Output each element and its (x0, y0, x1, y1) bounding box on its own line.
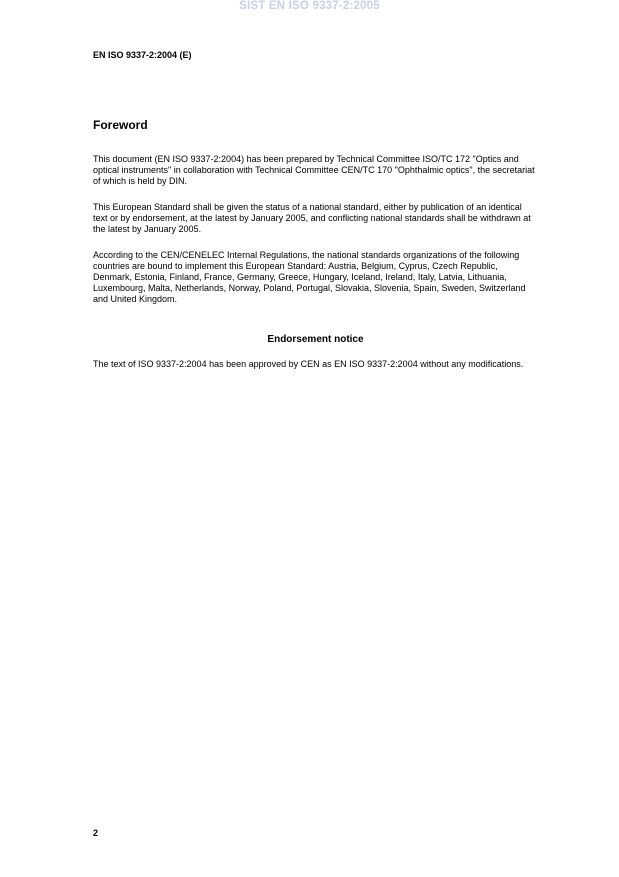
foreword-title: Foreword (93, 118, 148, 132)
endorsement-title: Endorsement notice (267, 334, 364, 345)
foreword-paragraph-1: This document (EN ISO 9337-2:2004) has been prepared by Technical Committee ISO/TC 172 "Optics and optical instruments" in collaboration with Technical Committee CEN/TC 170 "Ophthalmic optics", the secretariat of which is held by DIN. (93, 154, 535, 186)
page-number: 2 (93, 828, 99, 838)
foreword-paragraph-3: According to the CEN/CENELEC Internal Regulations, the national standards organizations of the following countries are bound to implement this European Standard: Austria, Belgium, Cyprus, Czech Republic, Denmark, Estonia, Finland, France, Germany, Greece, Hungary, Iceland, Ireland, Italy, Latvia, Lithuania, Luxembourg, Malta, Netherlands, Norway, Poland, Portugal, Slovakia, Slovenia, Spain, Sweden, Switzerland and United Kingdom. (93, 250, 526, 304)
watermark: SIST EN ISO 9337-2:2005 (239, 0, 380, 12)
document-header: EN ISO 9337-2:2004 (E) (93, 50, 192, 60)
endorsement-paragraph: The text of ISO 9337-2:2004 has been approved by CEN as EN ISO 9337-2:2004 without any modifications. (93, 359, 524, 369)
foreword-paragraph-2: This European Standard shall be given the status of a national standard, either by publication of an identical text or by endorsement, at the latest by January 2005, and conflicting national standards shall be withdrawn at the latest by January 2005. (93, 202, 531, 234)
